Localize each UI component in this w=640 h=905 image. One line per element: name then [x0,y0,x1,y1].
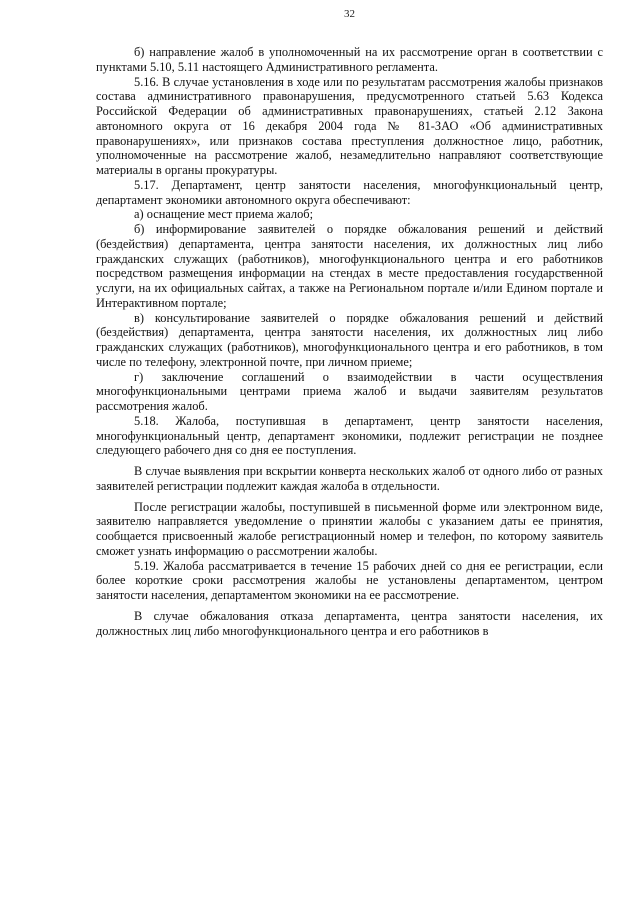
paragraph-5-17-g: г) заключение соглашений о взаимодействии в части осуществления многофункциональными центрами приема жалоб и выдачи заявителям результатов рассмотрения жалоб. [96,369,603,413]
document-body [96,45,603,638]
paragraph-5-17-a: а) оснащение мест приема жалоб; [134,207,314,222]
paragraph-5-19-refusal: В случае обжалования отказа департамента, центра занятости населения, их должностных лиц либо многофункционального центра и его работников в [96,608,603,638]
paragraph-5-19: 5.19. Жалоба рассматривается в течение 15 рабочих дней со дня ее регистрации, если более короткие сроки рассмотрения жалобы не установлены департаментом, центром занятости населения, департаментом экономики на ее рассмотрение. [96,558,603,602]
paragraph-5-18-notification: После регистрации жалобы, поступившей в письменной форме или электронном виде, заявителю направляется уведомление о принятии жалобы с указанием даты ее принятия, сообщается присвоенный жалобе регистрационный номер и телефон, по которому заявитель сможет узнать информацию о рассмотрении жалобы. [96,499,603,558]
paragraph-5-16: 5.16. В случае установления в ходе или по результатам рассмотрения жалобы признаков состава административного правонарушения, предусмотренного статьей 5.63 Кодекса Российской Федерации об административных правонарушениях, статьей 2.12 Закона автономного округа от 16 декабря 2004 года № 81-ЗАО «Об административных правонарушениях», или признаков состава преступления должностное лицо, работник, уполномоченные на рассмотрение жалоб, незамедлительно направляют соответствующие материалы в органы прокуратуры. [96,74,603,177]
paragraph-5-17-v: в) консультирование заявителей о порядке обжалования решений и действий (бездействия) департамента, центра занятости населения, их должностных лиц либо гражданских служащих (работников), многофункционального центра и его работников, в том числе по телефону, электронной почте, при личном приеме; [96,310,603,369]
paragraph-5-17-b: б) информирование заявителей о порядке обжалования решений и действий (бездействия) департамента, центра занятости населения, их должностных лиц либо гражданских служащих (работников), многофункционального центра и его работников посредством размещения информации на стендах в месте предоставления государственной услуги, на их официальных сайтах, а также на Региональном портале и/или Едином портале и Интерактивном портале; [96,222,603,310]
paragraph-5-17: 5.17. Департамент, центр занятости населения, многофункциональный центр, департамент экономики автономного округа обеспечивают: [96,177,603,207]
paragraph-5-18-multiple: В случае выявления при вскрытии конверта нескольких жалоб от одного либо от разных заявителей регистрации подлежит каждая жалоба в отдельности. [96,464,603,493]
paragraph-5-15-b: б) направление жалоб в уполномоченный на их рассмотрение орган в соответствии с пунктами 5.10, 5.11 настоящего Административного регламента. [96,45,603,74]
page-number: 32 [344,8,355,20]
paragraph-5-18: 5.18. Жалоба, поступившая в департамент, центр занятости населения, многофункциональный центр, департамент экономики, подлежит регистрации не позднее следующего рабочего дня со дня ее поступления. [96,413,603,458]
